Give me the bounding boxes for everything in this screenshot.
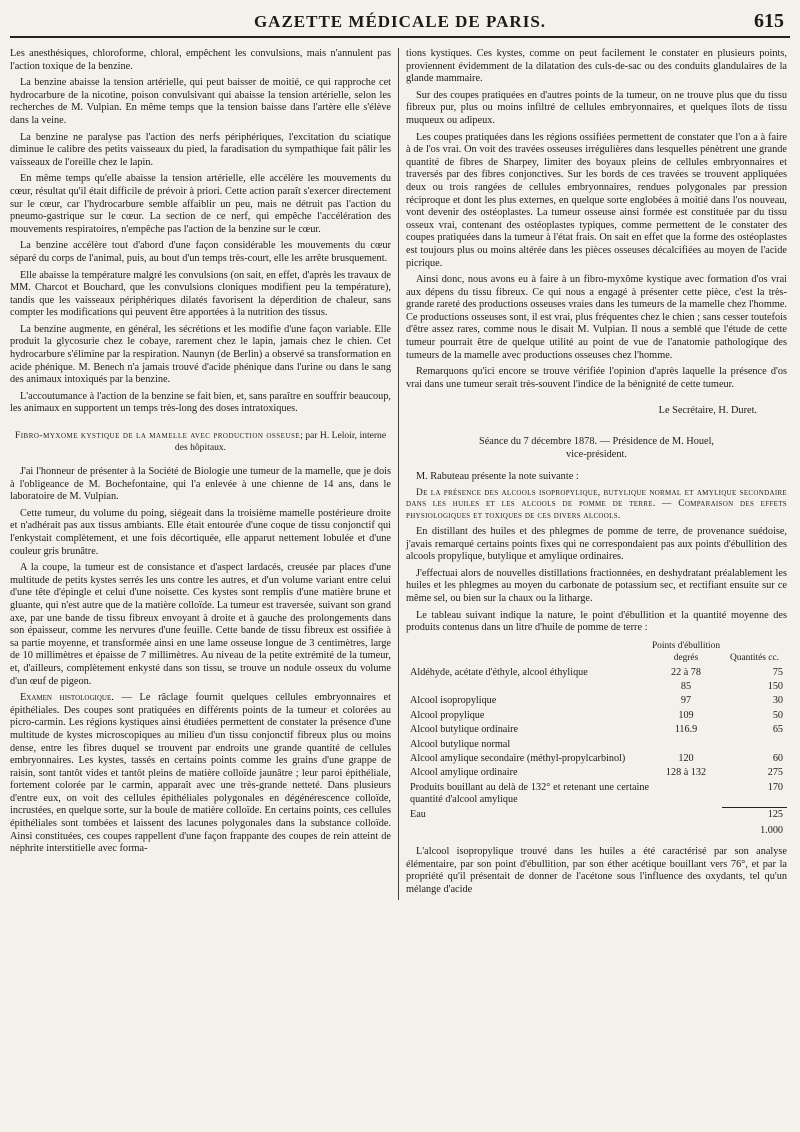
table-row <box>406 752 787 766</box>
table-cell-points: 22 à 78 <box>671 666 701 678</box>
table-row <box>406 709 787 723</box>
table-cell-qty: 150 <box>767 681 783 692</box>
table-row <box>406 680 787 694</box>
table-cell-name: Eau <box>410 808 426 820</box>
table-cell-qty: 65 <box>772 724 783 736</box>
table-cell-name: Alcool amylique secondaire (méthyl-propylcarbinol) <box>410 753 626 765</box>
exam-paragraph <box>10 692 391 856</box>
table-row <box>406 738 787 752</box>
page-header <box>10 8 790 38</box>
paragraph: La benzine abaisse la tension artérielle, qui peut baisser de moitié, ce qui rapproche cet hydrocarbure de la nicotine, poison convulsivant qui abaisse la tension artérielle, selon les recherches de M. Vulpian. En même temps que la tension baisse dans l'artère elle s'élève dans la veine. <box>10 77 391 126</box>
paragraph: Les coupes pratiquées dans les régions ossifiées permettent de constater que l'on a à faire à de l'os vrai. On voit des travées osseuses irrégulières dans lesquelles pénètrent une grande quantité de fibres de Sharpey, limiter des boyaux pleins de cellules embryonnaires et traversés par des fibres conjonctives. Sur les bords de ces travées se trouvent appliquées deux ou trois rangées de cellules embryonnaires, rendues polygonales par pression réciproque et dont les plus externes, en quelque sorte englobées à moitié dans l'os nouveau, vont devenir des ostéoplastes. La tumeur osseuse ainsi formée est constituée par du tissu osseux vrai, contenant des ostéoplastes typiques, comme permettent de le constater des coupes pratiquées dans la tumeur à l'état frais. On sait en effet que la forme des ostéoplastes est toujours plus ou moins altérée dans les pièces osseuses décalcifiées au moyen de l'acide picrique. <box>406 131 787 269</box>
exam-label: Examen histologique. <box>20 692 114 704</box>
paragraph: Elle abaisse la température malgré les convulsions (on sait, en effet, d'après les travaux de MM. Charcot et Bouchard, que les convulsions cloniques modifient peu la température), tandis que les vaisseaux périphériques dilatés favorisent la déperdition de chaleur, sans compter les modifications qui peuvent être apportées à la nutrition des tissus. <box>10 269 391 319</box>
table-cell-points: 116.9 <box>674 724 698 736</box>
table-cell-qty: 30 <box>772 695 783 707</box>
presenter-line: M. Rabuteau présente la note suivante : <box>416 471 579 483</box>
paragraph: tions kystiques. Ces kystes, comme on peut facilement le constater en plusieurs points, proviennent évidemment de la dilatation des culs-de-sac ou des conduits glandulaires de la glande mammaire. <box>406 48 787 85</box>
seance-heading <box>406 436 787 461</box>
table-row <box>406 694 787 708</box>
table-cell-qty: 170 <box>767 781 783 793</box>
table-cell-points <box>650 808 722 823</box>
boiling-table <box>406 639 787 838</box>
note-title <box>406 488 787 522</box>
paragraph: La benzine ne paralyse pas l'action des nerfs périphériques, l'excitation du sciatique diminue le calibre des petits vaisseaux du pied, la faradisation du sympathique fait pâlir les vaisseaux de l'oreille chez le lapin. <box>10 131 391 168</box>
table-cell-points: 109 <box>678 709 694 721</box>
table-cell-points: 120 <box>678 753 694 765</box>
paragraph: Cette tumeur, du volume du poing, siégeait dans la troisième mamelle postérieure droite et n'adhérait pas aux tissus ambiants. Elle était entourée d'une coque de tissu conjonctif qui l'enkystait complètement, et une fois décortiquée, elle apparut nettement lobulée et d'une couleur gris brunâtre. <box>10 507 391 557</box>
exam-text: — Le râclage fournit quelques cellules embryonnaires et épithéliales. Des coupes sont pratiquées en différents points de la tumeur et colorées au picro-carmin. Les régions kystiques ainsi étudiées permettent de constater la présence d'une multitude de kystes microscopiques au milieu d'un tissu conjonctif fibreux plus ou moins dense, entre les fibres duquel se trouvent par endroits une grande quantité de cellules embryonnaires. Les kystes, tassés en certains points comme les grains d'une grappe de raisin, sont tantôt vides et tantôt pleins de matière colloïde jaunâtre ; leur paroi épithéliale, fortement colorée par le carmin, apparaît avec une très-grande netteté. Dans plusieurs d'entre eux, on voit des cellules épithéliales polygonales en dégénérescence colloïde, incrustées, en quelque sorte, sur la boule de matière colloïde. En certains points, ces cellules épithéliales sont tombées et laissent des lacunes polygonales dans la substance colloïde. Ainsi constituées, ces coupes rappellent d'une façon frappante des coupes de rein atteint de néphrite interstitielle avec forma- <box>10 692 391 855</box>
paragraph: L'alcool isopropylique trouvé dans les huiles a été caractérisé par son analyse élémentaire, par son point d'ébullition, par son éther acétique bouillant vers 76°, et par la propriété qu'il présentait de donner de l'acétone sous l'influence des oxydants, tel qu'un mélange d'acide <box>406 845 787 895</box>
table-cell-qty: 75 <box>772 666 783 678</box>
col-qty: Quantités cc. <box>730 653 779 664</box>
table-cell-qty: 60 <box>772 753 783 765</box>
paragraph: Ainsi donc, nous avons eu à faire à un fibro-myxôme kystique avec formation d'os vrai aux dépens du tissu fibreux. Ce qui nous a engagé à présenter cette pièce, c'est la très-grande rareté des productions osseuses vraies dans les tumeurs de la mamelle chez l'homme. Ce productions osseuses sont, il est vrai, plus fréquentes chez le chien ; sans cesser toutefois d'être assez rares, comme nous le disait M. Vulpian. Il nous a semblé que l'étude de cette tumeur pourrait être de quelque utilité au point de vue de l'anatomie pathologique des tumeurs de la mamelle avec productions osseuses chez l'homme. <box>406 274 787 361</box>
table-cell-name: Alcool butylique normal <box>410 738 511 750</box>
section-author: ; par H. Leloir, interne des hôpitaux. <box>174 430 387 454</box>
paragraph: A la coupe, la tumeur est de consistance et d'aspect lardacés, creusée par places d'une multitude de petits kystes serrés les uns contre les autres, et d'un volume variant entre celui d'une tête d'épingle et celui d'une noisette. Ces kystes sont remplis d'une matière brune et gluante, qui n'est autre que de la matière colloïde. La tumeur est traversée, suivant son grand axe, par une bande de tissu fibreux envoyant à droite et à gauche des prolongements dans son épaisseur, comme les nervures d'une feuille. Cette bande de tissu fibreux est ossifiée à sa partie moyenne, et transformée ainsi en une lame osseuse longue de 3 centimètres, large de 10 millimètres et épaisse de 7 millimètres. Au niveau de la petite extrémité de la tumeur, et, d'ailleurs, complètement enkysté dans son tissu, se trouve un nodule osseux du volume d'un œuf de pigeon. <box>10 562 391 687</box>
table-cell-name: Alcool propylique <box>410 709 485 721</box>
paragraph: La benzine augmente, en général, les sécrétions et les modifie d'une façon variable. Elle produit la glycosurie chez le cobaye, rarement chez le lapin, jamais chez le chien. Cet hydrocarbure s'élimine par la respiration. Naunyn (de Berlin) a observé sa transformation en acide phénique. M. Benech n'a jamais trouvé d'acide phénique dans l'urine ou dans le sang des animaux intoxiqués par la benzine. <box>10 323 391 386</box>
page-number: 615 <box>754 10 784 32</box>
note-title-text: De la présence des alcools isopropylique, butylique normal et amylique secondaire dans les huiles et les alcools de pomme de terre. — Comparaison des effets physiologiques et toxiques de ces divers alcools. <box>406 487 787 521</box>
table-cell-name <box>406 680 650 694</box>
paragraph: Les anesthésiques, chloroforme, chloral, empêchent les convulsions, mais n'annulent pas l'action toxique de la benzine. <box>10 48 391 72</box>
table-cell-qty: 125 <box>722 808 787 823</box>
table-cell-points: 85 <box>680 681 692 692</box>
table-cell-name: Alcool isopropylique <box>410 695 497 707</box>
seance-line: vice-président. <box>566 448 627 460</box>
table-cell-name: Aldéhyde, acétate d'éthyle, alcool éthylique <box>410 666 588 678</box>
paragraph: L'accoutumance à l'action de la benzine se fait bien, et, sans paraître en souffrir beaucoup, les animaux en supportent un temps très-long des doses intratoxiques. <box>10 390 391 415</box>
paragraph: Sur des coupes pratiquées en d'autres points de la tumeur, on ne trouve plus que du tissu fibreux pur, plus ou moins infiltré de cellules embryonnaires, et quelques îlots de tissu muqueux ou adipeux. <box>406 89 787 126</box>
table-body <box>406 666 787 838</box>
right-column <box>398 48 787 900</box>
table-cell-points: 97 <box>680 695 692 707</box>
paragraph: Remarquons qu'ici encore se trouve vérifiée l'opinion d'après laquelle la présence d'os vrai dans une tumeur serait très-souvent l'indice de la bénignité de cette tumeur. <box>406 366 787 390</box>
table-cell-qty: 50 <box>772 709 783 721</box>
table-cell-qty: 275 <box>767 767 783 779</box>
table-row <box>406 781 787 808</box>
journal-title: GAZETTE MÉDICALE DE PARIS. <box>253 12 547 31</box>
left-column <box>10 48 398 900</box>
section-title-text: Fibro-myxome kystique de la mamelle avec production osseuse <box>14 430 301 442</box>
paragraph: En même temps qu'elle abaisse la tension artérielle, elle accélère les mouvements du cœur, résultat qu'il était difficile de prévoir à priori. Cette action paraît s'exercer directement sur le cœur, car l'hydrocarbure semble affaiblir un peu, mais ne détruit pas l'action du pneumo-gastrique sur le cœur. La section de ce nerf, qui empêche l'accélération des mouvements respiratoires, n'empêche pas l'action de la benzine sur le cœur. <box>10 173 391 235</box>
table-cell-qty <box>722 738 787 752</box>
table-row <box>406 723 787 737</box>
seance-line: Séance du 7 décembre 1878. — Présidence de M. Houel, <box>478 436 715 448</box>
signature: Le Secrétaire, H. Duret. <box>658 405 757 417</box>
table-row <box>406 766 787 780</box>
paragraph: Le tableau suivant indique la nature, le point d'ébullition et la quantité moyenne des produits contenus dans un litre d'huile de pomme de terre : <box>406 609 787 634</box>
table-cell-name: Alcool amylique ordinaire <box>410 767 518 779</box>
table-cell-points: 128 à 132 <box>665 767 707 779</box>
table-header-row <box>406 639 787 666</box>
col-points: Points d'ébullition degrés <box>651 640 721 664</box>
table-cell-points <box>650 781 722 808</box>
table-total-row <box>406 823 787 838</box>
columns <box>10 48 790 900</box>
paragraph: La benzine accélère tout d'abord d'une façon considérable les mouvements du cœur séparé du corps de l'animal, puis, au bout d'un temps très-court, elle les arrête brusquement. <box>10 240 391 264</box>
table-row <box>406 808 787 823</box>
table-row <box>406 666 787 680</box>
table-total: 1.000 <box>760 824 783 836</box>
section-title <box>10 430 391 454</box>
paragraph: J'effectuai alors de nouvelles distillations fractionnées, en deshydratant préalablement les huiles et les phlegmes au moyen du carbonate de potassium sec, et rectifiant ensuite sur ce même sel, ou bien sur la chaux ou la litharge. <box>406 567 787 604</box>
table-cell-name: Produits bouillant au delà de 132° et retenant une certaine quantité d'alcool amylique <box>410 781 649 806</box>
table-cell-points <box>650 738 722 752</box>
table-cell-name: Alcool butylique ordinaire <box>410 724 519 736</box>
paragraph: J'ai l'honneur de présenter à la Société de Biologie une tumeur de la mamelle, que je dois à l'obligeance de M. Bochefontaine, qui l'a enlevée à une chienne de 14 ans, dans le laboratoire de M. Vulpian. <box>10 466 391 503</box>
paragraph: En distillant des huiles et des phlegmes de pomme de terre, de provenance suédoise, j'avais remarqué certains points fixes qui ne correspondaient pas aux points d'ébullition des alcools propylique, butylique et amylique ordinaires. <box>406 526 787 563</box>
